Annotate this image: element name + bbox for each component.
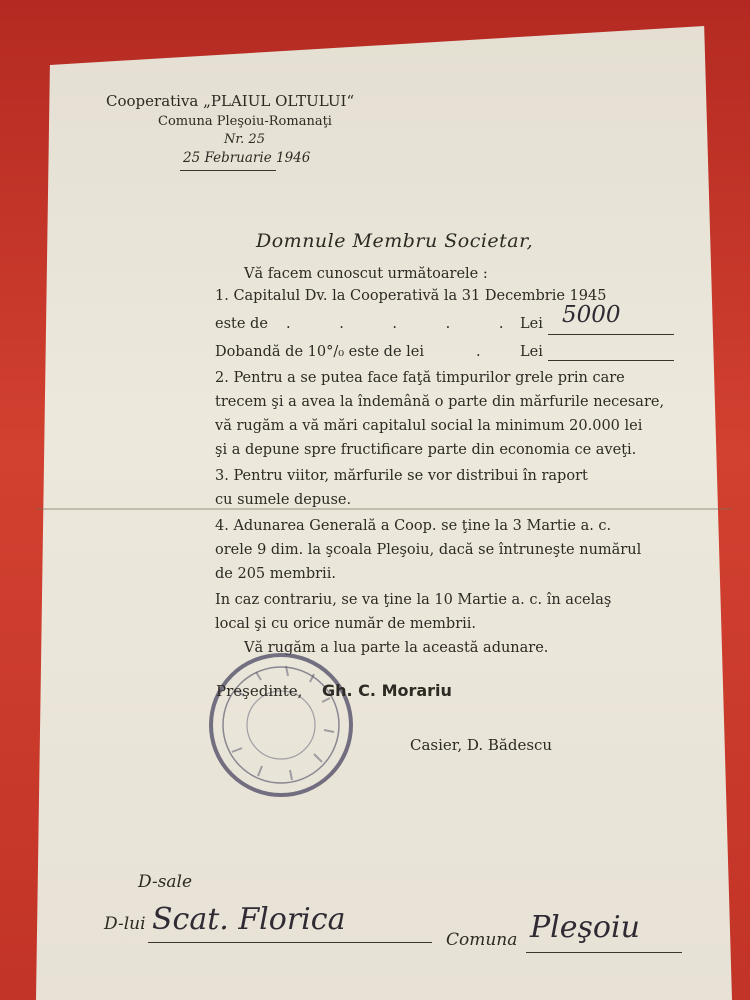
paragraph-4-line-2: orele 9 dim. la şcoala Pleşoiu, dacă se întruneşte numărul (215, 542, 642, 558)
recipient-dlui-label: D-lui (104, 914, 146, 934)
closing-line: Vă rugăm a lua parte la această adunare. (244, 640, 549, 656)
recipient-name-fill-line (148, 942, 432, 943)
document-paper (36, 26, 732, 1000)
paragraph-5-line-2: local şi cu orice număr de membrii. (215, 616, 477, 632)
recipient-comuna-handwritten: Pleşoiu (530, 910, 640, 945)
header-date: 25 Februarie 1946 (183, 150, 311, 166)
interest-dot: . (476, 344, 481, 360)
capital-lei-label: Lei (520, 316, 543, 332)
paper-fold-line (36, 508, 732, 510)
recipient-comuna-fill-line (526, 952, 682, 953)
paragraph-1-line-1: 1. Capitalul Dv. la Cooperativă la 31 Decembrie 1945 (215, 288, 607, 304)
interest-fill-line (548, 360, 674, 361)
paragraph-2-line-4: şi a depune spre fructificare parte din economia ce aveţi. (215, 442, 637, 458)
capital-handwritten-value: 5000 (562, 302, 621, 328)
header-number: Nr. 25 (224, 132, 265, 147)
paragraph-1-capital-label: este de (215, 316, 268, 332)
paragraph-1-dots: . . . . . (286, 316, 526, 332)
recipient-dsale-label: D-sale (138, 872, 193, 892)
paragraph-3-line-2: cu sumele depuse. (215, 492, 352, 508)
interest-label: Dobandă de 10°/₀ este de lei (215, 344, 425, 360)
header-comuna: Comuna Pleşoiu-Romanaţi (158, 114, 332, 129)
capital-fill-line (548, 334, 674, 335)
paragraph-3-line-1: 3. Pentru viitor, mărfurile se vor distribui în raport (215, 468, 588, 484)
letter-salutation: Domnule Membru Societar, (256, 230, 534, 252)
recipient-name-handwritten: Scat. Florica (152, 902, 346, 937)
paragraph-5-line-1: In caz contrariu, se va ţine la 10 Martie a. c. în acelaş (215, 592, 612, 608)
paragraph-4-line-3: de 205 membrii. (215, 566, 336, 582)
paragraph-4-line-1: 4. Adunarea Generală a Coop. se ţine la 3 Martie a. c. (215, 518, 612, 534)
header-date-underline (180, 170, 276, 171)
paragraph-2-line-2: trecem şi a avea la îndemână o parte din mărfurile necesare, (215, 394, 665, 410)
president-name: Gh. C. Morariu (322, 681, 452, 700)
paragraph-2-line-1: 2. Pentru a se putea face faţă timpurilor grele prin care (215, 370, 625, 386)
interest-lei-label: Lei (520, 344, 543, 360)
president-label: Preşedinte, (216, 682, 303, 700)
intro-line: Vă facem cunoscut următoarele : (244, 266, 488, 282)
recipient-comuna-label: Comuna (446, 930, 518, 950)
cooperative-stamp-seal (206, 650, 356, 800)
paragraph-2-line-3: vă rugăm a vă mări capitalul social la minimum 20.000 lei (215, 418, 643, 434)
header-cooperative: Cooperativa „PLAIUL OLTULUI“ (106, 92, 355, 110)
cashier-signature: Casier, D. Bădescu (410, 736, 553, 754)
